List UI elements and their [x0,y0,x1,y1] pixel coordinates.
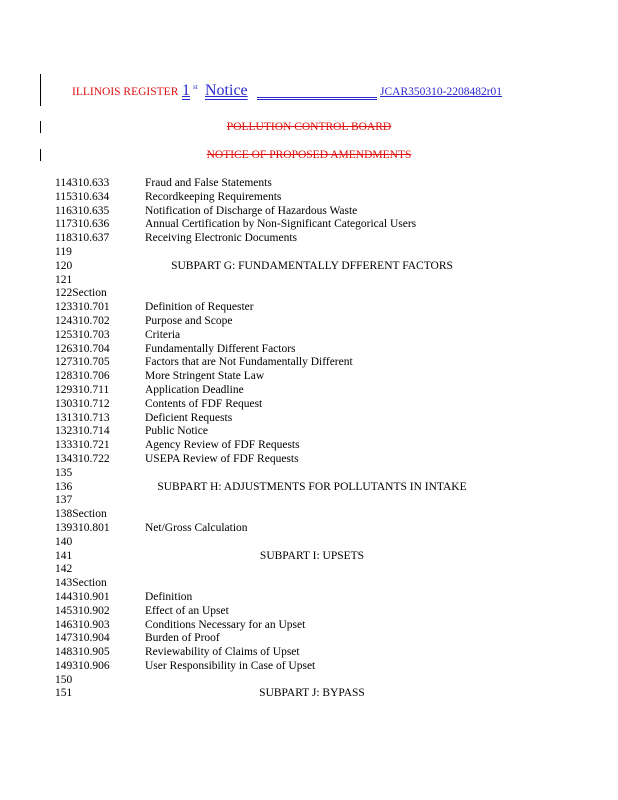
line-number: 145310.902 [55,604,110,617]
section-title: Public Notice [145,425,208,438]
listing-row [55,287,615,301]
subpart-heading-row [55,260,615,274]
section-title: Effect of an Upset [145,604,229,617]
listing-row [55,177,615,191]
listing-row [55,563,615,577]
listing-row [55,453,615,467]
line-number: 130310.712 [55,397,110,410]
section-title: Fraud and False Statements [145,177,272,189]
line-number: 141 [55,549,73,562]
section-title: Notification of Discharge of Hazardous Waste [145,204,358,217]
line-number: 151 [55,687,73,700]
change-bar-top [40,74,41,106]
page-header [72,82,542,112]
page-number: 1 [182,82,190,99]
register-label: ILLINOIS REGISTER [72,86,179,98]
line-number: 140 [55,535,73,548]
subpart-heading-row [55,687,615,701]
listing-row [55,218,615,232]
line-number: 144310.901 [55,590,110,603]
section-title: Criteria [145,328,181,341]
line-number: 124310.702 [55,314,110,327]
line-number: 115310.634 [55,190,110,203]
section-title: USEPA Review of FDF Requests [145,452,299,465]
line-number: 150 [55,673,73,686]
section-title: Receiving Electronic Documents [145,232,298,245]
listing-row [55,315,615,329]
line-number: 121 [55,273,73,286]
section-title: Purpose and Scope [145,314,233,327]
line-number: 128310.706 [55,370,110,383]
notice-label: Notice [205,82,248,99]
subpart-heading-row [55,481,615,495]
listing-row [55,646,615,660]
listing-row [55,191,615,205]
line-number: 148310.905 [55,646,110,659]
notice-title: NOTICE OF PROPOSED AMENDMENTS [206,149,412,161]
line-number: 137 [55,494,73,507]
line-number: 131310.713 [55,411,110,424]
document-code: JCAR350310-2208482r01 [380,86,503,98]
listing-row [55,632,615,646]
line-number: 142 [55,563,73,576]
listing-row [55,412,615,426]
listing-row [55,439,615,453]
listing-row [55,398,615,412]
listing-row [55,425,615,439]
section-title: Application Deadline [145,383,244,396]
line-number: 114310.633 [55,177,110,189]
line-number: 139310.801 [55,521,110,534]
section-title: Annual Certification by Non-Significant Categorical Users [145,218,417,231]
section-title: Definition of Requester [145,301,254,314]
section-title: Deficient Requests [145,411,233,424]
line-number: 116310.635 [55,204,110,217]
section-title: More Stringent State Law [145,370,265,383]
line-number: 136 [55,480,73,493]
line-number: 119 [55,245,72,258]
subpart-heading-row [55,550,615,564]
listing-row [55,577,615,591]
line-number: 127310.705 [55,356,110,369]
subpart-title: SUBPART G: FUNDAMENTALLY DFFERENT FACTORS [171,259,453,272]
section-title: User Responsibility in Case of Upset [145,659,316,672]
listing-row [55,343,615,357]
section-listing [55,177,615,701]
line-number: 143Section [55,577,107,590]
listing-row [55,329,615,343]
listing-row [55,536,615,550]
section-title: Factors that are Not Fundamentally Different [145,356,353,369]
listing-row [55,301,615,315]
line-number: 132310.714 [55,425,110,438]
line-number: 123310.701 [55,301,110,314]
listing-row [55,605,615,619]
section-title: Fundamentally Different Factors [145,342,296,355]
listing-row [55,232,615,246]
section-title: Definition [145,590,193,603]
header-rule [257,97,377,100]
line-number: 133310.721 [55,439,110,452]
listing-row [55,522,615,536]
section-title: Burden of Proof [145,632,220,645]
listing-row [55,356,615,370]
section-title: Conditions Necessary for an Upset [145,618,306,631]
line-number: 149310.906 [55,659,110,672]
listing-row [55,205,615,219]
section-title: Contents of FDF Request [145,397,263,410]
line-number: 146310.903 [55,618,110,631]
listing-row [55,494,615,508]
subpart-title: SUBPART I: UPSETS [259,549,365,562]
listing-row [55,619,615,633]
listing-row [55,660,615,674]
line-number: 122Section [55,287,107,300]
section-title: Reviewability of Claims of Upset [145,646,300,659]
listing-row [55,674,615,688]
subpart-title: SUBPART J: BYPASS [259,687,365,700]
listing-row [55,591,615,605]
listing-row [55,508,615,522]
line-number: 147310.904 [55,632,110,645]
line-number: 138Section [55,508,107,521]
agency-title: POLLUTION CONTROL BOARD [226,121,392,133]
section-title: Agency Review of FDF Requests [145,439,300,452]
line-number: 134310.722 [55,452,110,465]
section-title: Recordkeeping Requirements [145,190,282,203]
subpart-title: SUBPART H: ADJUSTMENTS FOR POLLUTANTS IN INTAKE [157,480,467,493]
listing-row [55,467,615,481]
line-number: 118310.637 [55,232,110,245]
line-number: 129310.711 [55,383,110,396]
listing-row [55,246,615,260]
listing-row [55,370,615,384]
listing-row [55,274,615,288]
line-number: 126310.704 [55,342,110,355]
line-number: 120 [55,259,73,272]
listing-row [55,384,615,398]
line-number: 135 [55,466,73,479]
page-number-suffix: st [193,83,198,91]
line-number: 125310.703 [55,328,110,341]
section-title: Net/Gross Calculation [145,521,248,534]
line-number: 117310.636 [55,218,110,231]
